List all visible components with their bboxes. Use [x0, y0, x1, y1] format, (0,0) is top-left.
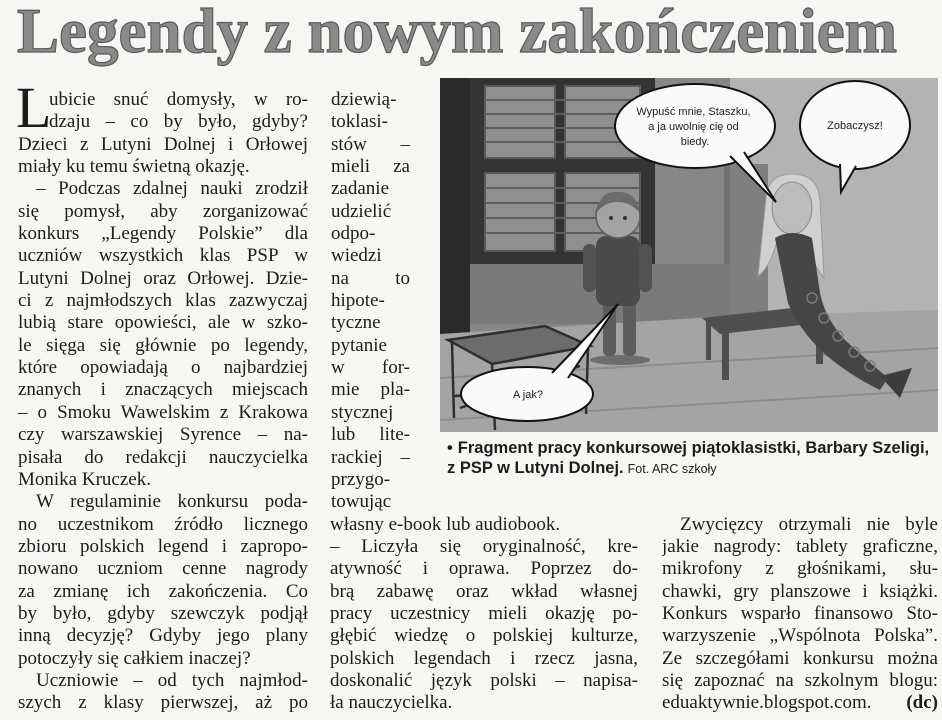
column-middle-wide: [330, 514, 638, 715]
text-line: – Liczyła się oryginalność, kre-: [330, 535, 638, 557]
text-line: pisała do redakcji nauczycielka: [18, 446, 308, 468]
text-line: przygo-: [331, 468, 391, 490]
caption-line: [447, 458, 939, 479]
left-paragraph: [18, 178, 308, 491]
text-line: pytanie: [331, 334, 387, 356]
text-line: atywność i oprawa. Poprzez do-: [330, 558, 638, 580]
text-line: rackiej –: [331, 446, 410, 468]
text-line: Monika Kruczek.: [18, 468, 151, 490]
text-line: szych z klasy pierwszej, aż po: [18, 692, 308, 714]
text-line: uczniów wszystkich klas PSP w: [18, 245, 308, 267]
text-line: które opowiadają o najbardziej: [18, 357, 308, 379]
photo-caption: [447, 438, 939, 479]
text-line: pracy uczestnicy mieli okazję po-: [330, 603, 638, 625]
text-line: ubicie snuć domysły, w ro-: [49, 89, 308, 110]
text-line: hipote-: [331, 290, 385, 312]
doll-shadow: [590, 355, 650, 365]
text-line: mikrofony z głośnikami, słu-: [662, 558, 938, 580]
article-photo: [440, 78, 938, 432]
text-line: własny e-book lub audiobook.: [330, 513, 561, 535]
text-line: jakie nagrody: tablety graficzne,: [662, 535, 938, 557]
text-line: zadanie: [331, 178, 390, 200]
text-line: na to: [331, 267, 410, 289]
bubble-text: [513, 389, 543, 401]
bubble-text: [827, 120, 883, 132]
doll-eye: [623, 216, 627, 220]
drop-cap: L: [16, 75, 52, 140]
text-line: ci z najmłodszych klas zazwyczaj: [18, 290, 308, 312]
text-line: odpo-: [331, 223, 376, 245]
bubble-line: Zobaczysz!: [827, 120, 883, 132]
text-line: za zmianę ich zakończenia. Co: [18, 580, 308, 602]
text-line: dzaju – co by było, gdyby?: [49, 111, 308, 133]
text-line: mie pla-: [331, 379, 410, 401]
text-line: W regulaminie konkursu poda-: [36, 491, 308, 513]
text-line: chawki, gry planszowe i książki.: [662, 580, 938, 602]
caption-line: [447, 438, 939, 458]
text-line: znanych i znaczących miejscach: [18, 379, 308, 401]
bubble-line: biedy.: [680, 136, 710, 148]
text-line: towując: [331, 491, 392, 513]
bubble-line: Wypuść mnie, Staszku,: [636, 106, 751, 118]
text-line: polskich legendach i rzecz jasna,: [330, 647, 638, 669]
text-line: głębić wiedzę o polskiej kulturze,: [330, 625, 638, 647]
right-paragraph: [662, 514, 938, 715]
window-pane: [485, 173, 555, 251]
text-line: le sięga się głównie po legendy,: [18, 334, 308, 356]
text-line: Uczniowie – od tych najmłod-: [36, 669, 308, 691]
text-line: się pomysł, aby zorganizować: [18, 200, 308, 222]
text-line: udzielić: [331, 200, 392, 222]
bench-leg: [722, 332, 729, 380]
window-pane: [485, 86, 555, 158]
text-line: inną decyzję? Gdyby jego plany: [18, 625, 308, 647]
column-middle-narrow: [331, 89, 410, 514]
text-line: wiedzi: [331, 245, 382, 267]
doll-arm: [583, 244, 596, 292]
text-line: miały ku temu świetną okazję.: [18, 156, 250, 178]
headline: Legendy z nowym zakończeniem: [17, 0, 898, 66]
doll-arm: [639, 244, 652, 292]
text-line: lub lite-: [331, 424, 410, 446]
caption-bullet: •: [447, 439, 453, 457]
bubble-line: a ja uwolnię cię od: [648, 121, 739, 133]
left-paragraph: [18, 89, 308, 178]
text-line: lubią stare opowieści, ale w szko-: [18, 312, 308, 334]
text-line: Lutyni Dolnej oraz Orłowej. Dzie-: [18, 267, 308, 289]
text-line: [662, 692, 938, 714]
text-line: by było, gdyby szewczyk podjął: [18, 602, 308, 624]
text-line: – Podczas zdalnej nauki zrodził: [36, 178, 308, 200]
text-line: stów –: [331, 133, 410, 155]
photo-credit: Fot. ARC szkoły: [627, 462, 717, 476]
text-line: toklasi-: [331, 111, 388, 133]
middle-wide-paragraph: [330, 536, 638, 715]
bubble-line: A jak?: [513, 389, 543, 401]
caption-text: Fragment pracy konkursowej piątoklasistki, Barbary Szeligi,: [457, 439, 930, 457]
doll-eye: [609, 216, 613, 220]
dark-door-frame: [440, 78, 470, 340]
text-line: się zapoznać na szkolnym blogu:: [662, 670, 938, 692]
text-line: mieli za: [331, 156, 410, 178]
caption-text: z PSP w Lutyni Dolnej.: [447, 459, 624, 477]
text-line: – o Smoku Wawelskim z Krakowa: [18, 401, 308, 423]
column-right: [662, 514, 938, 715]
text-line: warzyszenie „Wspólnota Polska”.: [662, 625, 938, 647]
column-left: [16, 75, 308, 715]
text-line: nowano uczniom cenne nagrody: [18, 558, 308, 580]
text-line: Dzieci z Lutyni Dolnej i Orłowej: [18, 133, 308, 155]
bench-leg: [706, 320, 711, 360]
middle-narrow-paragraph: [331, 89, 410, 514]
text-line: no uczestnikom źródło licznego: [18, 513, 308, 535]
text-line: tyczne: [331, 312, 381, 334]
text-line: Zwycięzcy otrzymali nie byle: [680, 513, 938, 535]
doll-leg: [623, 300, 636, 356]
left-paragraph: [18, 491, 308, 670]
text-line: zbioru polskich legend i zapropo-: [18, 535, 308, 557]
text-line: ła nauczycielka.: [330, 692, 453, 714]
text-line-content: eduaktywnie.blogspot.com.: [662, 692, 872, 714]
text-line: dziewią-: [331, 89, 397, 110]
text-line: Konkurs wsparło finansowo Sto-: [662, 603, 938, 625]
text-line: w for-: [331, 357, 410, 379]
text-line: stycznej: [331, 401, 394, 423]
mermaid-head: [772, 182, 812, 234]
left-paragraph: [18, 670, 308, 715]
text-line: konkurs „Legendy Polskie” dla: [18, 223, 308, 245]
middle-wide-paragraph: [330, 514, 638, 536]
doll-body: [596, 236, 640, 306]
text-line: Ze szczegółami konkursu można: [662, 647, 938, 669]
text-line: potoczyły się całkiem inaczej?: [18, 647, 251, 669]
text-line: czy warszawskiej Syrence – na-: [18, 424, 308, 446]
author-signature: (dc): [906, 692, 938, 714]
text-line: doskonalić język polski – napisa-: [330, 670, 638, 692]
text-line: brą zabawę oraz wkład własnej: [330, 580, 638, 602]
